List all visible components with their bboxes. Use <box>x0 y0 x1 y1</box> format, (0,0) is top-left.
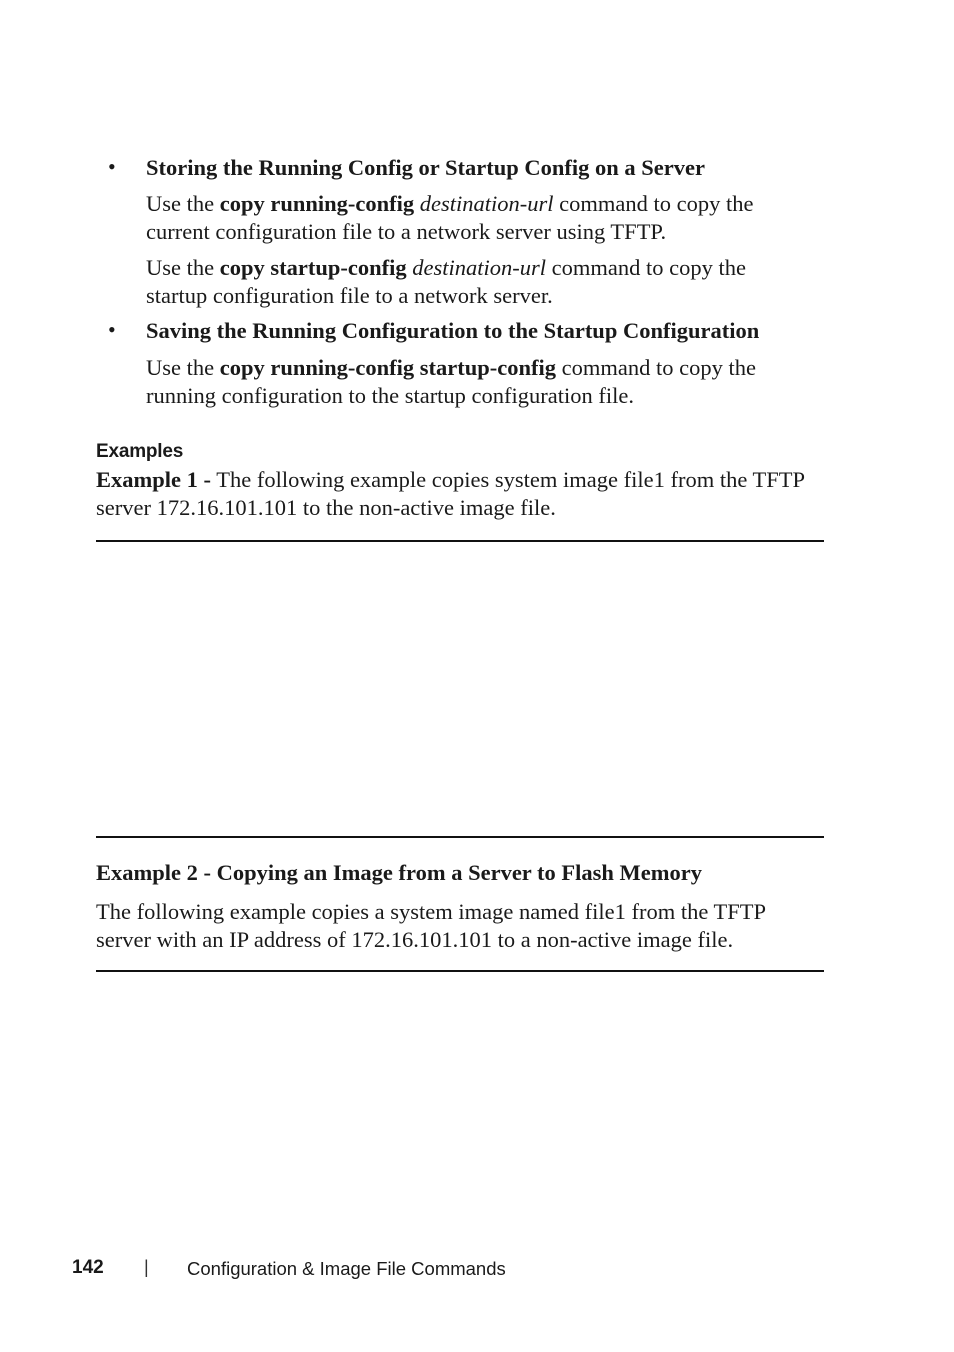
text: server with an IP address of 172.16.101.101 to a non-active image file. <box>96 926 734 952</box>
code-block-bottom-rule <box>96 836 824 838</box>
code-block-top-rule <box>96 540 824 542</box>
text: startup configuration file to a network server. <box>146 282 553 308</box>
example-2-heading: Example 2 - Copying an Image from a Server to Flash Memory <box>96 860 702 885</box>
text: command to copy the <box>556 355 756 380</box>
paragraph-3 <box>146 354 846 409</box>
bullet-glyph: • <box>108 317 116 342</box>
example-1-text <box>96 466 836 521</box>
command: copy running-config <box>219 191 415 216</box>
command: copy startup-config <box>219 255 407 280</box>
footer-section-title: Configuration & Image File Commands <box>187 1258 506 1279</box>
bullet-heading-2: Saving the Running Configuration to the Startup Configuration <box>146 318 760 343</box>
text: command to copy the <box>553 191 754 216</box>
text: command to copy the <box>545 255 746 280</box>
example-2-text <box>96 898 836 953</box>
text: running configuration to the startup configuration file. <box>146 382 635 408</box>
text: The following example copies a system image named file1 from the TFTP <box>96 899 767 924</box>
footer-separator: | <box>144 1257 149 1277</box>
text: Use the <box>146 191 220 216</box>
command: copy running-config startup-config <box>219 355 557 380</box>
text: current configuration file to a network server using TFTP. <box>146 218 667 244</box>
argument: destination-url <box>419 191 554 216</box>
bullet-glyph: • <box>108 154 116 179</box>
example-1-label: Example 1 - <box>96 467 211 492</box>
examples-heading: Examples <box>96 441 184 462</box>
text: Use the <box>146 255 220 280</box>
text: server 172.16.101.101 to the non-active image file. <box>96 494 556 520</box>
argument: destination-url <box>412 255 546 280</box>
bullet-heading-1: Storing the Running Config or Startup Config on a Server <box>146 155 706 180</box>
paragraph-1 <box>146 190 846 245</box>
code-block-top-rule-2 <box>96 970 824 972</box>
text: The following example copies system image file1 from the TFTP <box>211 467 806 492</box>
page-number: 142 <box>72 1257 104 1278</box>
text: Use the <box>146 355 220 380</box>
paragraph-2 <box>146 254 846 309</box>
